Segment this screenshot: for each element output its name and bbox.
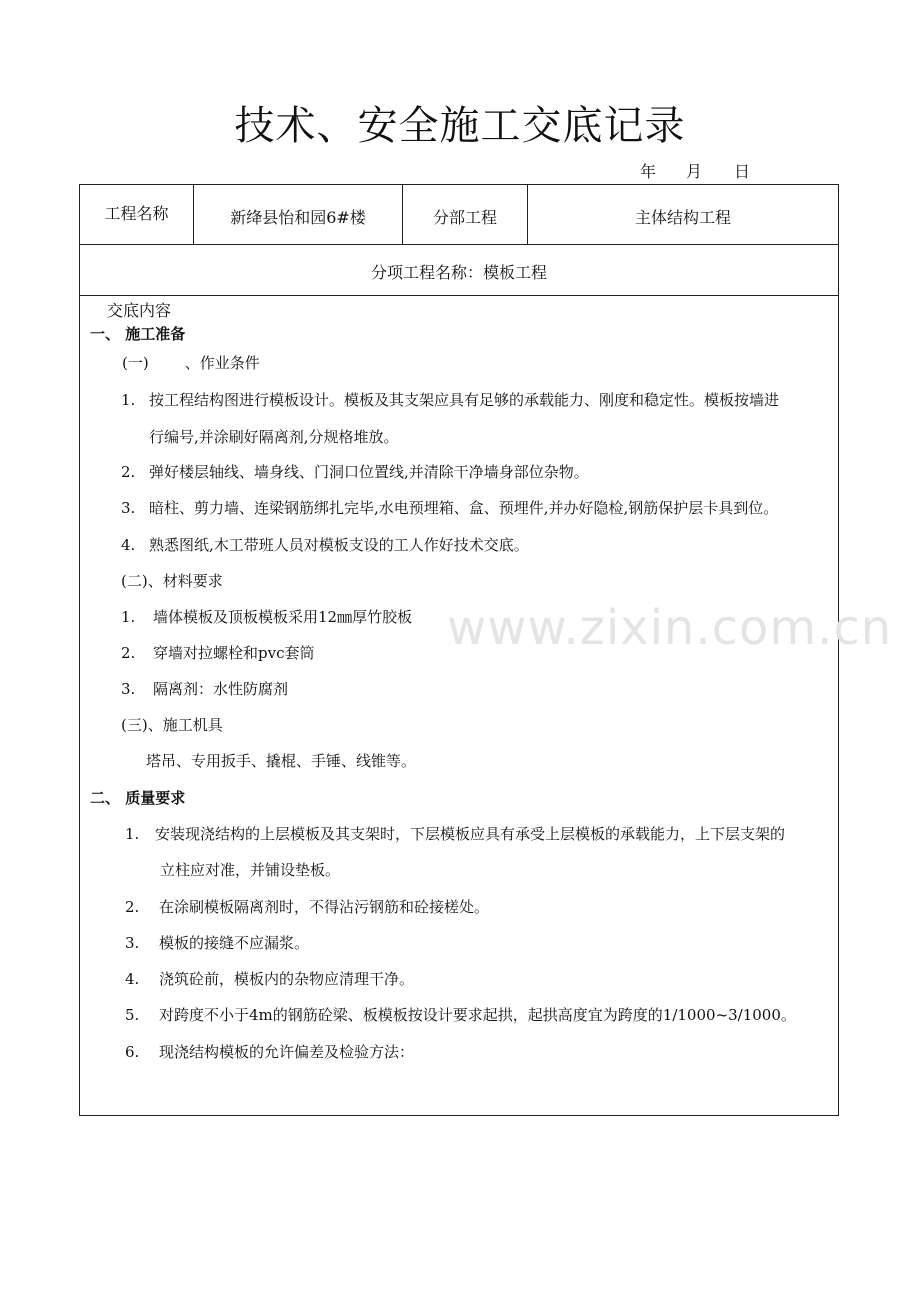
date-day: 日	[734, 162, 751, 181]
item-text: 对跨度不小于4m的钢筋砼梁、板模板按设计要求起拱，起拱高度宜为跨度的1/1000~3/1000。	[159, 1006, 796, 1024]
item-text: 熟悉图纸,木工带班人员对模板支设的工人作好技术交底。	[149, 536, 529, 554]
document-title: 技术、安全施工交底记录	[234, 103, 686, 149]
item-text: 现浇结构模板的允许偏差及检验方法：	[159, 1043, 415, 1061]
item-text: 暗柱、剪力墙、连梁钢筋绑扎完毕,水电预埋箱、盒、预埋件,并办好隐检,钢筋保护层卡具到位。	[149, 499, 779, 517]
item-text: 墙体模板及顶板模板采用12㎜厚竹胶板	[153, 608, 413, 626]
list-item	[125, 1005, 796, 1025]
sub-1-heading	[122, 353, 260, 373]
project-name-value: 新绛县怡和园6#楼	[230, 208, 366, 227]
date-year: 年	[640, 162, 657, 181]
item-text: 模板的接缝不应漏浆。	[159, 934, 310, 952]
list-item	[125, 824, 785, 844]
item-number: 3.	[121, 499, 136, 517]
date-line	[640, 160, 750, 184]
division-value: 主体结构工程	[634, 208, 731, 227]
list-item	[125, 969, 414, 989]
item-number: 6.	[125, 1043, 140, 1061]
list-item	[121, 679, 288, 699]
item-number: 1.	[121, 608, 136, 626]
item-number: 1.	[121, 391, 136, 409]
item-text: 隔离剂：水性防腐剂	[153, 680, 289, 698]
list-item	[121, 462, 589, 482]
list-item	[125, 1042, 414, 1062]
list-item	[121, 498, 778, 518]
list-item	[121, 607, 412, 627]
item-text-continued: 立柱应对准，并铺设垫板。	[160, 861, 341, 879]
sub-1-number: (一)	[122, 354, 149, 372]
tools-list: 塔吊、专用扳手、撬棍、手锤、线锥等。	[146, 752, 417, 770]
sub-2-heading: (二)、材料要求	[121, 572, 223, 590]
list-item	[121, 390, 779, 410]
item-text: 按工程结构图进行模板设计。模板及其支架应具有足够的承载能力、刚度和稳定性。模板按墙进	[149, 391, 780, 409]
content-label: 交底内容	[107, 301, 172, 320]
list-item	[121, 535, 529, 555]
section-2-heading: 二、 质量要求	[90, 789, 186, 807]
section-1-heading: 一、 施工准备	[90, 325, 186, 343]
list-item	[125, 933, 309, 953]
sub-3-heading: (三)、施工机具	[121, 716, 223, 734]
item-text: 穿墙对拉螺栓和pvc套筒	[153, 644, 315, 662]
division-label: 分部工程	[432, 208, 497, 227]
item-text: 浇筑砼前，模板内的杂物应清理干净。	[159, 970, 415, 988]
project-name-label: 工程名称	[104, 204, 169, 223]
item-number: 3.	[121, 680, 136, 698]
list-item	[121, 643, 314, 663]
item-text: 弹好楼层轴线、墙身线、门洞口位置线,并清除干净墙身部位杂物。	[149, 463, 589, 481]
item-number: 2.	[121, 463, 136, 481]
subdivision-name: 分项工程名称：模板工程	[370, 263, 547, 282]
item-text: 在涂刷模板隔离剂时，不得沾污钢筋和砼接槎处。	[159, 898, 490, 916]
divider	[80, 244, 838, 245]
watermark: www.zixin.com.cn	[447, 600, 893, 656]
item-number: 2.	[125, 898, 140, 916]
sub-1-title: 、作业条件	[184, 354, 260, 372]
item-number: 4.	[121, 536, 136, 554]
item-number: 3.	[125, 934, 140, 952]
item-text: 安装现浇结构的上层模板及其支架时，下层模板应具有承受上层模板的承载能力，上下层支架的	[155, 825, 786, 843]
item-number: 2.	[121, 644, 136, 662]
item-number: 1.	[125, 825, 140, 843]
divider	[80, 295, 838, 296]
list-item	[125, 897, 489, 917]
item-text-continued: 行编号,并涂刷好隔离剂,分规格堆放。	[149, 428, 399, 446]
item-number: 4.	[125, 970, 140, 988]
item-number: 5.	[125, 1006, 140, 1024]
date-month: 月	[686, 162, 703, 181]
record-table	[79, 184, 839, 1116]
